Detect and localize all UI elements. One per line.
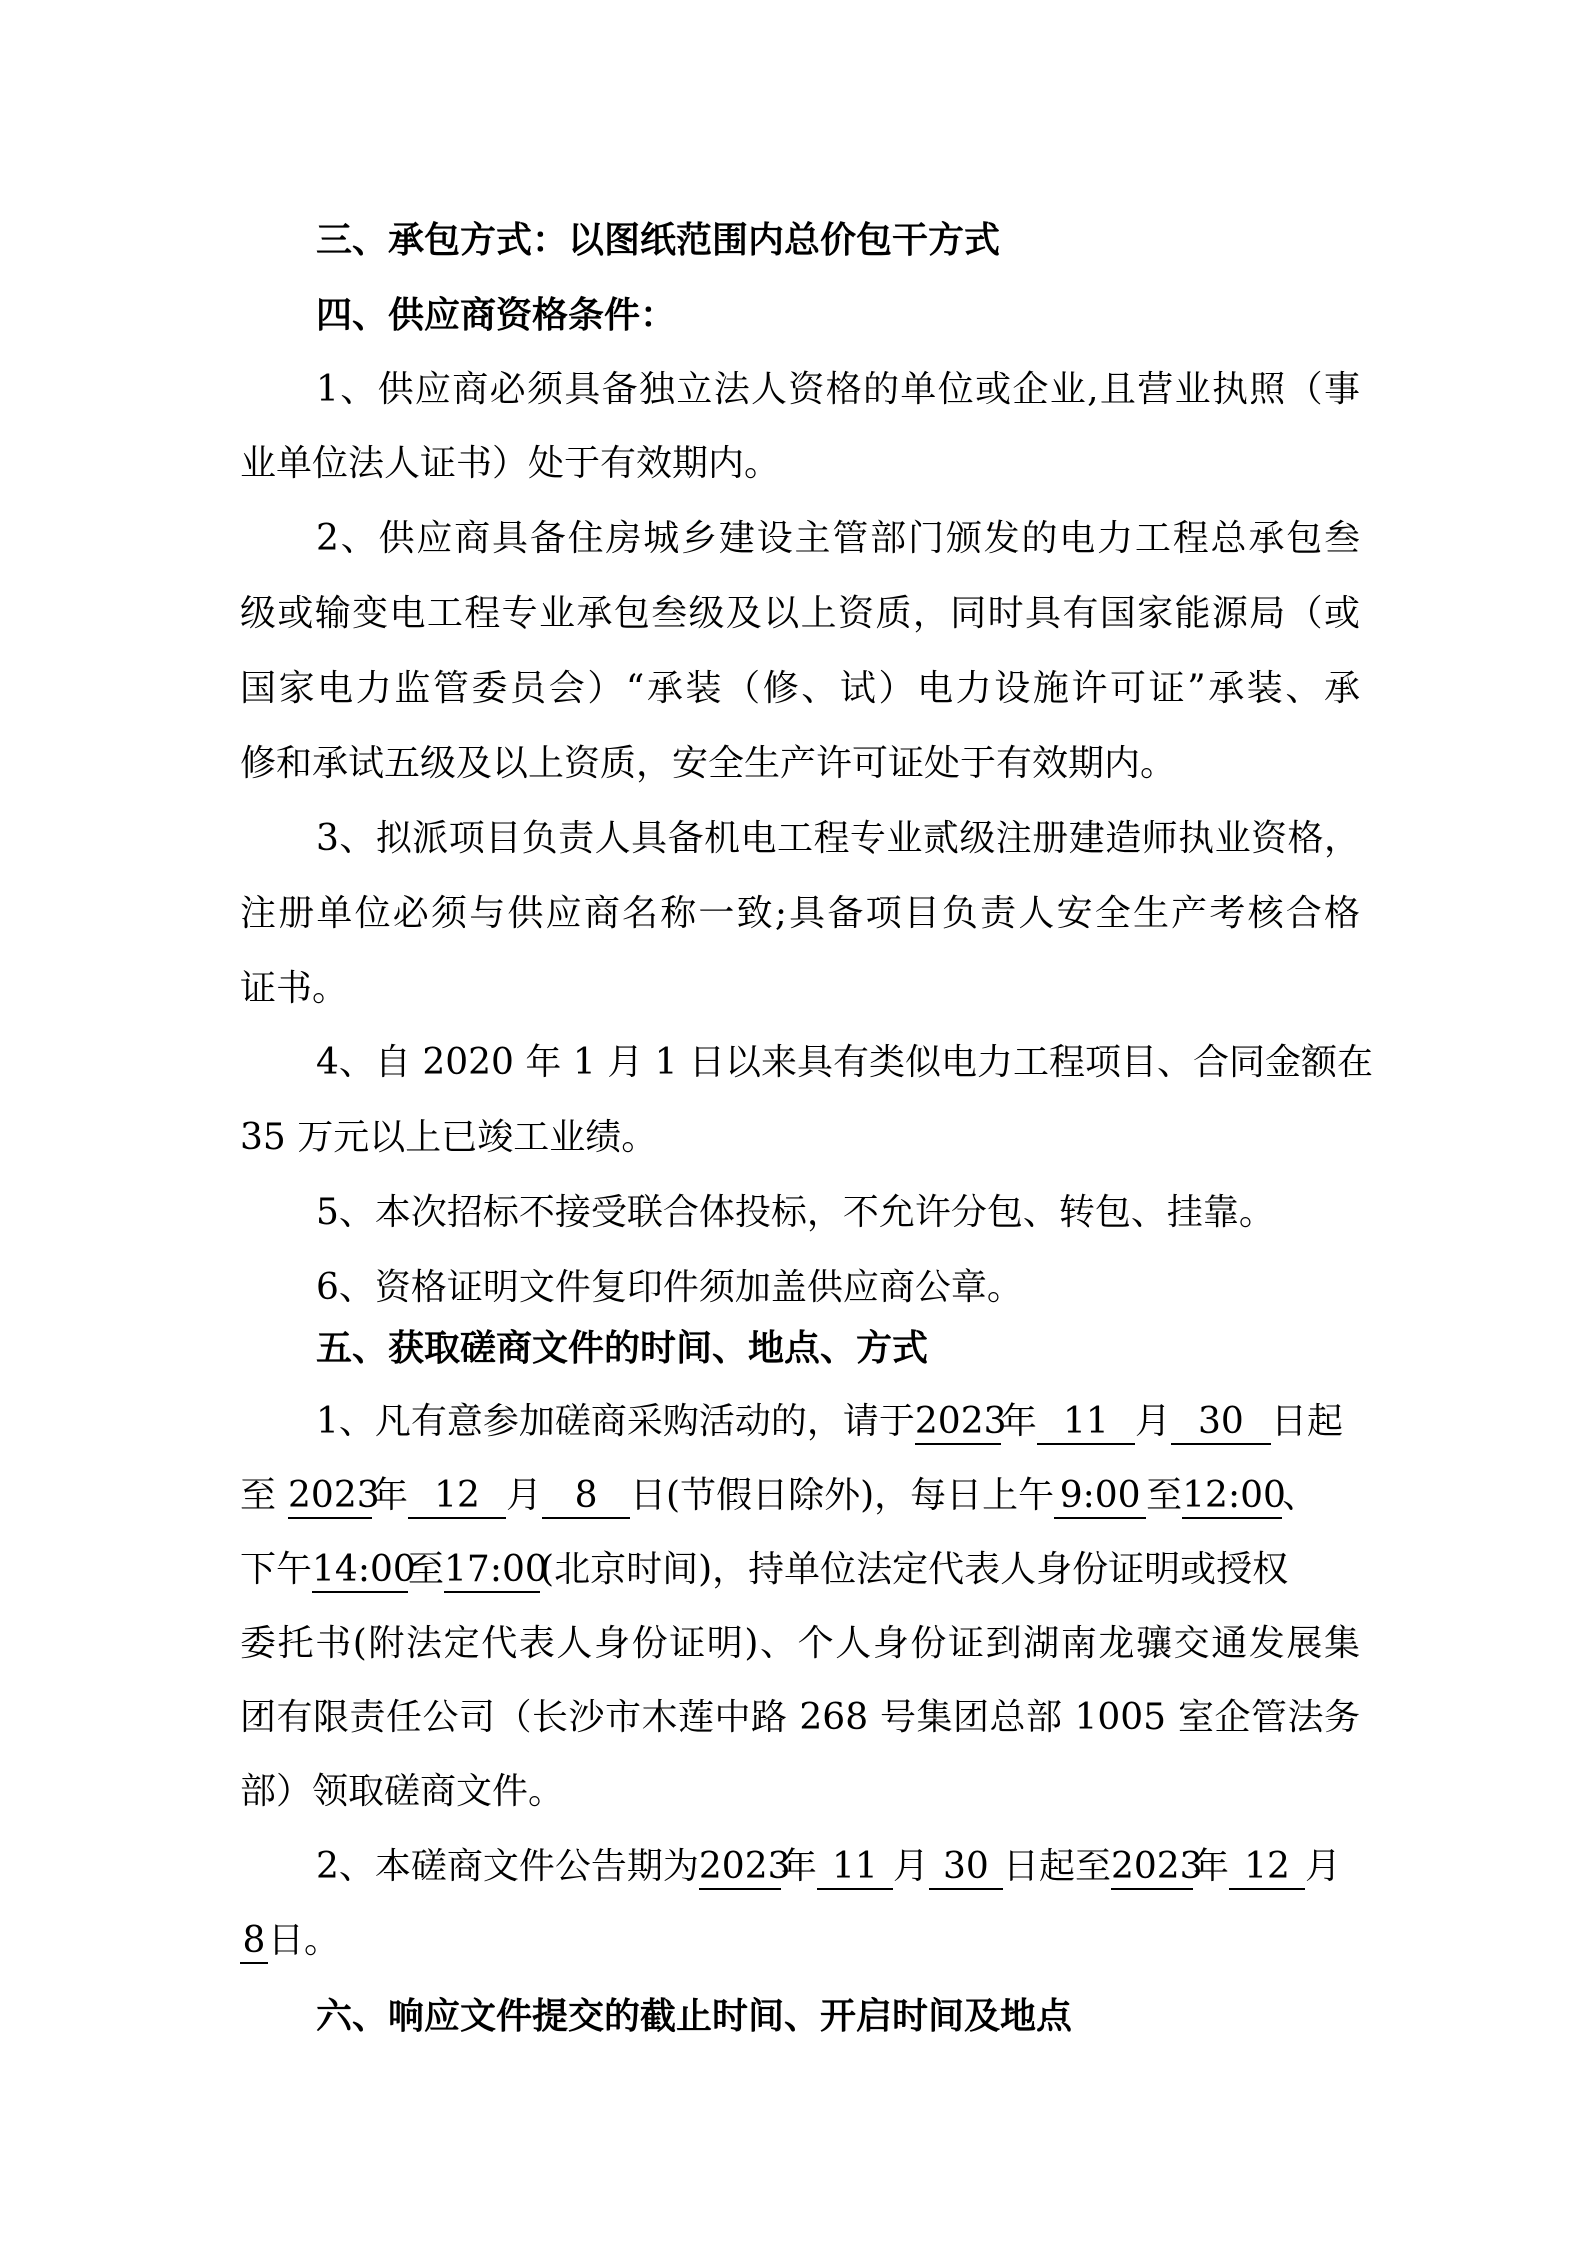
qualification-1-line-1: 1、供应商必须具备独立法人资格的单位或企业,且营业执照（事 [316,369,1360,410]
text-fragment: 至 [240,1475,277,1516]
section-5-heading: 五、获取磋商文件的时间、地点、方式 [316,1327,929,1369]
text-fragment: 月 [1304,1846,1341,1887]
qualification-3-line-2: 注册单位必须与供应商名称一致;具备项目负责人安全生产考核合格 [240,893,1360,934]
section-6-heading: 六、响应文件提交的截止时间、开启时间及地点 [316,1995,1073,2037]
qualification-4-line-1: 4、自 2020 年 1 月 1 日以来具有类似电力工程项目、合同金额在 [316,1042,1373,1083]
qualification-2-line-3: 国家电力监管委员会）“承装（修、试）电力设施许可证”承装、承 [240,668,1360,709]
am-end-field: 12:00 [1182,1475,1282,1519]
qualification-2-line-1: 2、供应商具备住房城乡建设主管部门颁发的电力工程总承包叁 [316,518,1360,559]
text-fragment: 月 [1134,1401,1171,1442]
end-year-field: 2023 [288,1475,372,1519]
text-fragment: 日。 [268,1920,341,1961]
text-fragment: (北京时间)，持单位法定代表人身份证明或授权 [540,1549,1289,1590]
text-fragment: 年 [372,1475,409,1516]
text-fragment: 年 [1000,1401,1037,1442]
text-fragment: 、 [1282,1475,1319,1516]
text-fragment: 1、凡有意参加磋商采购活动的，请于 [316,1401,915,1442]
text-fragment: 2、本磋商文件公告期为 [316,1846,699,1887]
text-fragment: 年 [780,1846,817,1887]
start-year-field: 2023 [915,1401,1001,1445]
text-fragment: 日起至 [1002,1846,1111,1887]
notice-end-day-field: 8 [240,1920,268,1964]
notice-end-year-field: 2023 [1111,1846,1193,1890]
notice-start-month-field: 11 [817,1846,893,1890]
qualification-1-line-2: 业单位法人证书）处于有效期内。 [240,443,781,484]
acquisition-1-line-4: 委托书(附法定代表人身份证明)、个人身份证到湖南龙骧交通发展集 [240,1623,1360,1664]
notice-end-month-field: 12 [1229,1846,1305,1890]
qualification-5: 5、本次招标不接受联合体投标，不允许分包、转包、挂靠。 [316,1192,1275,1233]
text-fragment: 至 [408,1549,445,1590]
am-start-field: 9:00 [1054,1475,1146,1519]
section-4-heading: 四、供应商资格条件： [316,294,677,336]
section-3-heading: 三、承包方式：以图纸范围内总价包干方式 [316,219,1001,261]
start-day-field: 30 [1171,1401,1271,1445]
acquisition-1-line-3 [240,1546,1360,1594]
pm-start-field: 14:00 [312,1549,408,1593]
acquisition-1-line-2 [240,1472,1360,1520]
acquisition-1-line-6: 部）领取磋商文件。 [240,1771,565,1812]
qualification-4-line-2: 35 万元以上已竣工业绩。 [240,1117,658,1158]
end-day-field: 8 [542,1475,630,1519]
acquisition-2-line-2 [240,1917,1360,1965]
start-month-field: 11 [1037,1401,1135,1445]
qualification-3-line-1: 3、拟派项目负责人具备机电工程专业贰级注册建造师执业资格， [316,818,1360,859]
qualification-3-line-3: 证书。 [240,968,349,1009]
end-month-field: 12 [408,1475,506,1519]
qualification-6: 6、资格证明文件复印件须加盖供应商公章。 [316,1267,1023,1308]
acquisition-2-line-1 [316,1843,1360,1891]
text-fragment: 月 [506,1475,543,1516]
notice-start-year-field: 2023 [699,1846,781,1890]
acquisition-1-line-5: 团有限责任公司（长沙市木莲中路 268 号集团总部 1005 室企管法务 [240,1697,1360,1738]
qualification-2-line-4: 修和承试五级及以上资质，安全生产许可证处于有效期内。 [240,743,1177,784]
text-fragment: 日起 [1270,1401,1343,1442]
qualification-2-line-2: 级或输变电工程专业承包叁级及以上资质，同时具有国家能源局（或 [240,593,1360,634]
acquisition-1-line-1 [316,1398,1360,1446]
text-fragment: 下午 [240,1549,313,1590]
text-fragment: 日(节假日除外)，每日上午 [630,1475,1055,1516]
text-fragment: 年 [1192,1846,1229,1887]
text-fragment: 月 [892,1846,929,1887]
pm-end-field: 17:00 [444,1549,540,1593]
text-fragment: 至 [1146,1475,1183,1516]
notice-start-day-field: 30 [929,1846,1003,1890]
